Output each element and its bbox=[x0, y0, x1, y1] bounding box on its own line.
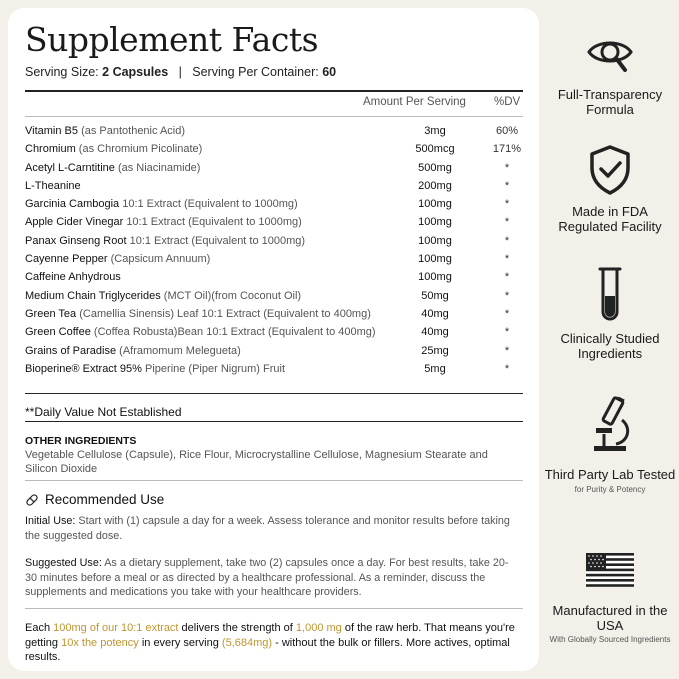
eye-icon bbox=[585, 28, 635, 78]
nutrient-amount: 500mg bbox=[418, 161, 452, 174]
nutrient-name: L-Theanine bbox=[25, 179, 81, 192]
nutrient-row bbox=[25, 162, 523, 180]
nutrient-name: Cayenne Pepper bbox=[25, 253, 108, 266]
nutrient-dv: * bbox=[504, 344, 510, 357]
nutrient-row bbox=[25, 216, 523, 234]
recommended-use-label: Recommended Use bbox=[45, 492, 165, 507]
initial-use-label: Initial Use: bbox=[25, 515, 76, 527]
badge-subtitle: With Globally Sourced Ingredients bbox=[549, 635, 671, 644]
nutrient-name-cell bbox=[25, 363, 285, 375]
nutrient-description: (as Niacinamide) bbox=[117, 161, 201, 174]
suggested-use-label: Suggested Use: bbox=[25, 557, 102, 569]
nutrient-dv: * bbox=[504, 179, 510, 192]
nutrient-amount: 100mg bbox=[418, 234, 452, 247]
nutrient-amount: 100mg bbox=[418, 271, 452, 284]
nutrient-name-cell bbox=[25, 253, 210, 265]
initial-use-text: Start with (1) capsule a day for a week. Assess tolerance and monitor results before taking the suggested dose. bbox=[25, 515, 510, 542]
nutrient-dv: * bbox=[504, 362, 510, 375]
potency-highlight: 10x the potency bbox=[61, 636, 139, 649]
other-ingredients-title: OTHER INGREDIENTS bbox=[25, 435, 137, 447]
badge-title: Third Party Lab Tested bbox=[544, 467, 676, 482]
nutrient-description: (Capsicum Annuum) bbox=[110, 253, 211, 266]
recommended-use-title bbox=[25, 492, 164, 507]
nutrient-description: 10:1 Extract (Equivalent to 1000mg) bbox=[126, 216, 302, 229]
potency-text: delivers the strength of bbox=[178, 622, 296, 634]
badge-subtitle: for Purity & Potency bbox=[574, 484, 646, 494]
daily-value-note: **Daily Value Not Established bbox=[25, 405, 182, 419]
nutrient-name-cell bbox=[25, 125, 185, 137]
nutrient-dv: 60% bbox=[495, 125, 519, 137]
nutrient-name: Green Tea bbox=[25, 307, 77, 320]
divider bbox=[25, 116, 523, 117]
potency-statement bbox=[25, 621, 525, 665]
nutrient-name: Green Coffee bbox=[25, 326, 91, 339]
nutrient-name: Medium Chain Triglycerides bbox=[25, 289, 161, 302]
nutrient-name-cell bbox=[25, 271, 121, 283]
nutrient-amount: 200mg bbox=[418, 179, 452, 192]
nutrient-name: Acetyl L-Carntitine bbox=[25, 161, 115, 174]
nutrient-amount: 500mcg bbox=[415, 143, 455, 156]
nutrient-description: (Coffea Robusta)Bean 10:1 Extract (Equivalent to 400mg) bbox=[93, 326, 376, 339]
badge-title: Clinically Studied Ingredients bbox=[560, 331, 660, 361]
nutrient-description: 10:1 Extract (Equivalent to 1000mg) bbox=[129, 234, 306, 247]
badge-lab-tested bbox=[544, 394, 676, 494]
potency-text: Each bbox=[25, 622, 54, 634]
divider bbox=[25, 90, 523, 92]
nutrient-row bbox=[25, 308, 523, 326]
badge-clinical bbox=[544, 266, 676, 361]
nutrient-dv: * bbox=[504, 234, 510, 247]
badge-fda bbox=[544, 144, 676, 234]
nutrient-name: Panax Ginseng Root bbox=[25, 234, 127, 247]
nutrient-row bbox=[25, 345, 523, 363]
nutrient-dv: * bbox=[504, 253, 510, 266]
potency-text: in every serving bbox=[138, 636, 222, 649]
nutrient-name-cell bbox=[25, 180, 81, 192]
nutrient-name-cell bbox=[25, 326, 376, 338]
badge-title: Made in FDA Regulated Facility bbox=[558, 204, 662, 234]
potency-text: of the raw herb. That means you're getting bbox=[25, 622, 515, 649]
test-tube-icon bbox=[598, 266, 622, 322]
nutrient-name: Chromium bbox=[25, 143, 76, 156]
divider bbox=[25, 608, 523, 609]
nutrient-row bbox=[25, 235, 523, 253]
nutrient-amount: 100mg bbox=[418, 198, 452, 211]
nutrient-name: Garcinia Cambogia bbox=[25, 198, 120, 211]
nutrient-row bbox=[25, 125, 523, 143]
column-header-dv: %DV bbox=[494, 96, 521, 108]
nutrient-name: Caffeine Anhydrous bbox=[25, 271, 121, 284]
shield-check-icon bbox=[587, 144, 633, 196]
nutrient-description: (MCT Oil)(from Coconut Oil) bbox=[163, 289, 302, 302]
nutrient-row bbox=[25, 290, 523, 308]
nutrient-name: Apple Cider Vinegar bbox=[25, 216, 124, 229]
potency-highlight: (5,684mg) bbox=[221, 636, 273, 649]
nutrient-row bbox=[25, 363, 523, 381]
nutrient-name: Bioperine® Extract 95% bbox=[25, 362, 142, 375]
badge-transparency bbox=[544, 28, 676, 117]
nutrient-description: Piperine (Piper Nigrum) Fruit bbox=[145, 362, 285, 375]
panel-title: Supplement Facts bbox=[25, 20, 319, 59]
nutrient-name: Grains of Paradise bbox=[25, 344, 117, 357]
badge-title: Full-Transparency Formula bbox=[557, 87, 663, 117]
nutrient-dv: * bbox=[504, 326, 510, 339]
nutrient-row bbox=[25, 271, 523, 289]
nutrient-row bbox=[25, 253, 523, 271]
separator: | bbox=[178, 65, 182, 79]
column-header-amount: Amount Per Serving bbox=[363, 96, 466, 108]
suggested-use-text: As a dietary supplement, take two (2) capsules once a day. For best results, take 20-30 minutes before a meal or as directed by a healthcare professional. As a reminder, discuss the supplements and medications you take with your healthcare providers. bbox=[25, 557, 509, 598]
nutrient-description: (Camellia Sinensis) Leaf 10:1 Extract (Equivalent to 400mg) bbox=[79, 307, 371, 320]
nutrient-row bbox=[25, 180, 523, 198]
nutrient-dv: * bbox=[504, 216, 510, 229]
supplement-facts-panel bbox=[8, 8, 539, 671]
nutrient-list bbox=[25, 125, 523, 381]
nutrient-description: 10:1 Extract (Equivalent to 1000mg) bbox=[122, 198, 298, 211]
badge-title: Manufactured in the USA bbox=[552, 603, 668, 633]
nutrient-name-cell bbox=[25, 290, 301, 302]
nutrient-name-cell bbox=[25, 235, 305, 247]
nutrient-name-cell bbox=[25, 308, 371, 320]
serving-info bbox=[25, 65, 336, 79]
potency-highlight: 1,000 mg bbox=[295, 622, 342, 634]
nutrient-dv: * bbox=[504, 161, 510, 174]
nutrient-dv: * bbox=[504, 198, 510, 211]
nutrient-description: (Aframomum Melegueta) bbox=[119, 344, 241, 357]
nutrient-row bbox=[25, 198, 523, 216]
nutrient-dv: * bbox=[504, 271, 510, 284]
nutrient-amount: 100mg bbox=[418, 216, 452, 229]
servings-label: Serving Per Container: bbox=[192, 65, 319, 79]
nutrient-row bbox=[25, 143, 523, 161]
nutrient-amount: 100mg bbox=[418, 253, 452, 266]
us-flag-icon bbox=[586, 553, 634, 587]
potency-highlight: 100mg of our 10:1 extract bbox=[53, 622, 179, 634]
nutrient-name-cell bbox=[25, 345, 241, 357]
divider bbox=[25, 393, 523, 394]
nutrient-name: Vitamin B5 bbox=[25, 125, 78, 137]
nutrient-name-cell bbox=[25, 216, 302, 228]
serving-size-label: Serving Size: bbox=[25, 65, 99, 79]
divider bbox=[25, 480, 523, 481]
badge-usa bbox=[544, 553, 676, 645]
initial-use bbox=[25, 514, 520, 543]
nutrient-description: (as Pantothenic Acid) bbox=[81, 125, 186, 137]
nutrient-amount: 40mg bbox=[421, 326, 449, 339]
microscope-icon bbox=[588, 394, 632, 456]
nutrient-dv: * bbox=[504, 289, 510, 302]
nutrient-amount: 3mg bbox=[424, 125, 446, 137]
nutrient-amount: 5mg bbox=[424, 362, 446, 375]
nutrient-amount: 25mg bbox=[421, 344, 449, 357]
servings-value: 60 bbox=[322, 65, 337, 79]
divider bbox=[25, 421, 523, 422]
other-ingredients-text: Vegetable Cellulose (Capsule), Rice Flour, Microcrystalline Cellulose, Magnesium Stearate and Silicon Dioxide bbox=[25, 449, 488, 475]
suggested-use bbox=[25, 556, 520, 600]
nutrient-dv: * bbox=[504, 307, 510, 320]
potency-text: - without the bulk or fillers. More actives, optimal results. bbox=[25, 636, 510, 663]
nutrient-amount: 50mg bbox=[421, 289, 449, 302]
nutrient-name-cell bbox=[25, 162, 200, 174]
serving-size-value: 2 Capsules bbox=[102, 65, 169, 79]
nutrient-description: (as Chromium Picolinate) bbox=[78, 143, 203, 156]
capsule-icon bbox=[25, 493, 39, 507]
nutrient-row bbox=[25, 326, 523, 344]
nutrient-amount: 40mg bbox=[421, 307, 449, 320]
nutrient-dv: 171% bbox=[492, 143, 522, 156]
nutrient-name-cell bbox=[25, 198, 298, 210]
nutrient-name-cell bbox=[25, 143, 202, 155]
